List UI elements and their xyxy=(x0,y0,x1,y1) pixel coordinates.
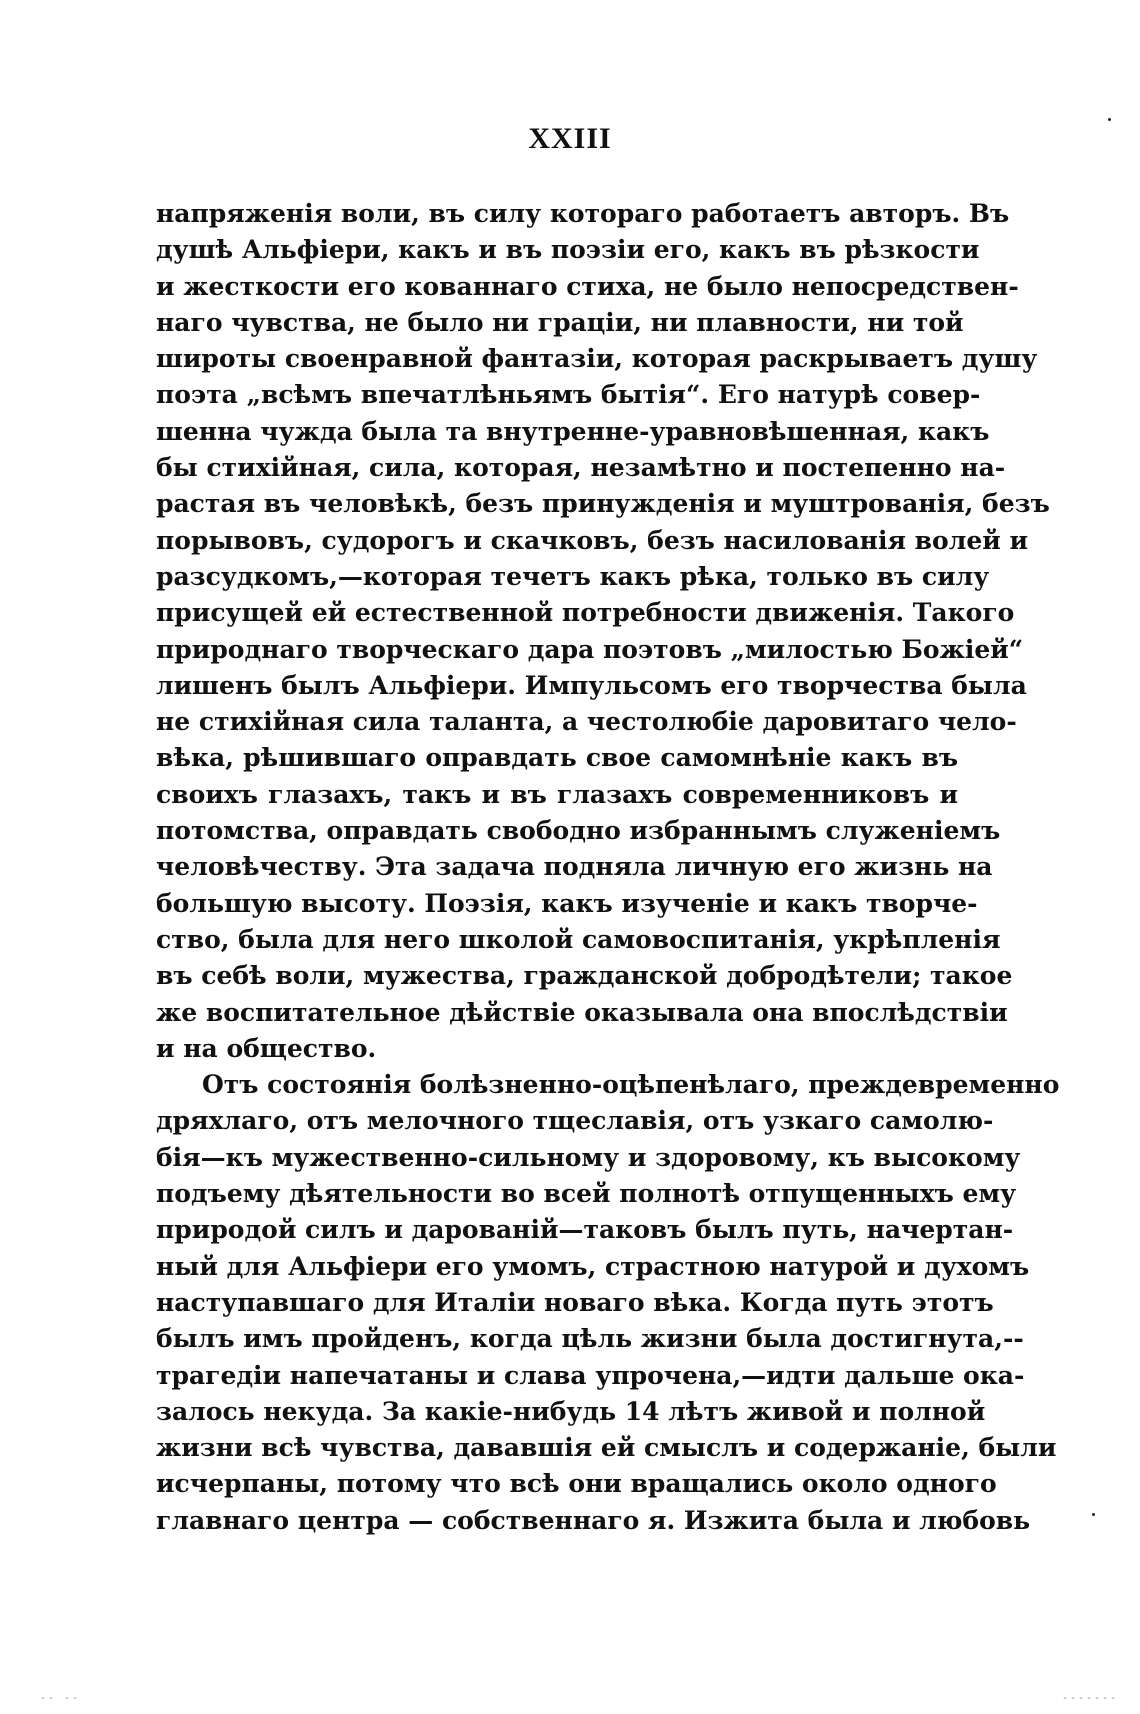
text-line: и жесткости его кованнаго стиха, не было непосредствен- xyxy=(156,271,1019,301)
text-line: жизни всѣ чувства, дававшія ей смыслъ и содержаніе, были xyxy=(156,1433,1057,1463)
text-line: трагедіи напечатаны и слава упрочена,—идти дальше ока- xyxy=(156,1360,1025,1390)
text-line: ство, была для него школой самовоспитанія, укрѣпленія xyxy=(156,924,1001,954)
body-text xyxy=(156,196,1060,1539)
text-line: шенна чужда была та внутренне-уравновѣшенная, какъ xyxy=(156,416,990,446)
text-line: же воспитательное дѣйствіе оказывала она впослѣдствіи xyxy=(156,997,1008,1027)
text-line: Отъ состоянія болѣзненно-оцѣпенѣлаго, преждевременно xyxy=(202,1070,1060,1100)
text-line: не стихійная сила таланта, а честолюбіе даровитаго чело- xyxy=(156,707,1017,737)
text-line: главнаго центра — собственнаго я. Изжита была и любовь xyxy=(156,1505,1031,1535)
paragraph-1 xyxy=(156,196,1050,1067)
page-number: XXIII xyxy=(528,122,612,155)
text-line: широты своенравной фантазіи, которая раскрываетъ душу xyxy=(156,344,1038,374)
text-line: природой силъ и дарованій—таковъ былъ путь, начертан- xyxy=(156,1215,1014,1245)
text-line: наго чувства, не было ни граціи, ни плавности, ни той xyxy=(156,307,964,337)
text-line: присущей ей естественной потребности движенія. Такого xyxy=(156,598,1015,628)
text-line: растая въ человѣкѣ, безъ принужденія и муштрованія, безъ xyxy=(156,489,1050,519)
scan-artifact-left: -- -- xyxy=(40,1693,81,1704)
text-line: поэта „всѣмъ впечатлѣньямъ бытія“. Его натурѣ совер- xyxy=(156,380,981,410)
text-line: напряженія воли, въ силу котораго работаетъ авторъ. Въ xyxy=(156,199,1010,228)
text-line: душѣ Альфіери, какъ и въ поэзіи его, какъ въ рѣзкости xyxy=(156,235,980,265)
text-line: порывовъ, судорогъ и скачковъ, безъ насилованія волей и xyxy=(156,525,1029,555)
scan-artifact-right: ------- xyxy=(1062,1693,1119,1704)
text-line: лишенъ былъ Альфіери. Импульсомъ его творчества была xyxy=(156,670,1027,700)
text-line: бія—къ мужественно-сильному и здоровому, къ высокому xyxy=(156,1142,1021,1172)
text-line: человѣчеству. Эта задача подняла личную его жизнь на xyxy=(156,852,993,882)
scan-speck xyxy=(1092,1513,1095,1516)
text-line: разсудкомъ,—которая течетъ какъ рѣка, только въ силу xyxy=(156,561,990,591)
text-line: наступавшаго для Италіи новаго вѣка. Когда путь этотъ xyxy=(156,1287,994,1317)
text-line: залось некуда. За какіе-нибудь 14 лѣтъ живой и полной xyxy=(156,1396,986,1426)
text-line: исчерпаны, потому что всѣ они вращались около одного xyxy=(156,1469,997,1499)
text-line: былъ имъ пройденъ, когда цѣль жизни была достигнута,-- xyxy=(156,1324,1024,1354)
text-line: бы стихійная, сила, которая, незамѣтно и постепенно на- xyxy=(156,453,1006,483)
text-line: природнаго творческаго дара поэтовъ „милостью Божіей“ xyxy=(156,634,1024,664)
text-line: потомства, оправдать свободно избраннымъ служеніемъ xyxy=(156,816,1001,846)
scan-speck xyxy=(1108,118,1111,121)
text-line: ный для Альфіери его умомъ, страстною натурой и духомъ xyxy=(156,1251,1030,1281)
text-line: вѣка, рѣшившаго оправдать свое самомнѣніе какъ въ xyxy=(156,743,958,773)
text-line: и на общество. xyxy=(156,1033,377,1063)
text-line: подъему дѣятельности во всей полнотѣ отпущенныхъ ему xyxy=(156,1179,1017,1209)
text-line: въ себѣ воли, мужества, гражданской добродѣтели; такое xyxy=(156,961,1013,991)
text-line: дряхлаго, отъ мелочного тщеславія, отъ узкаго самолю- xyxy=(156,1106,994,1136)
text-line: своихъ глазахъ, такъ и въ глазахъ современниковъ и xyxy=(156,779,958,809)
paragraph-2 xyxy=(156,1067,1060,1539)
text-line: большую высоту. Поэзія, какъ изученіе и какъ творче- xyxy=(156,888,978,918)
